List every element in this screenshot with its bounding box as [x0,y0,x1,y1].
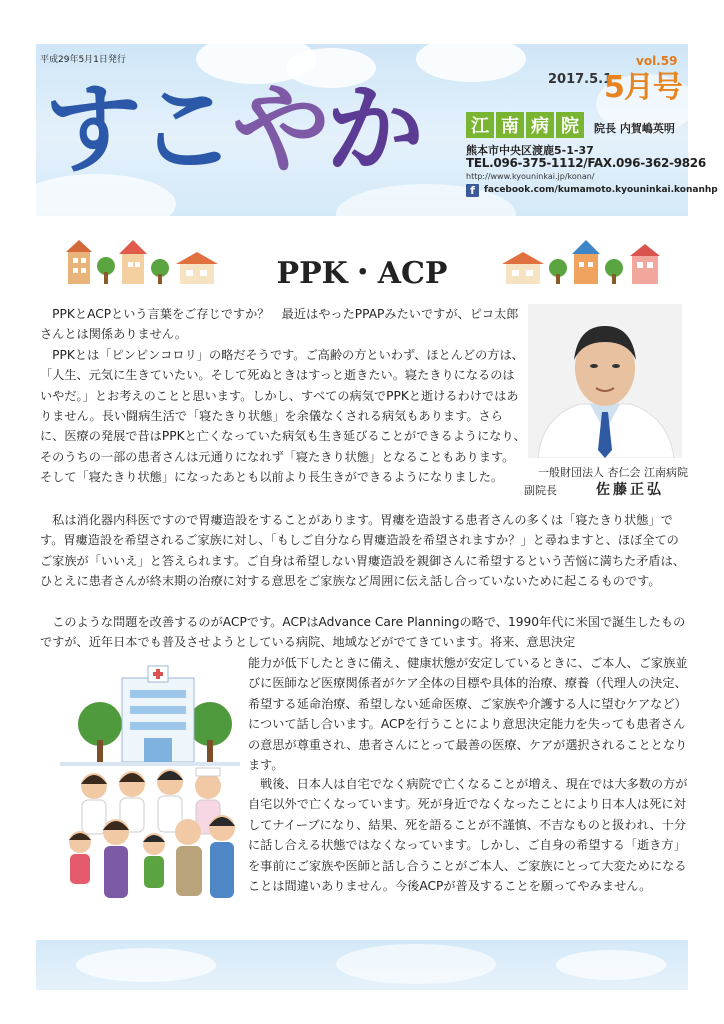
issue-month: 5月号 [604,70,682,105]
houses-left-illustration [62,236,222,286]
author-name: 佐藤正弘 [596,482,664,498]
houses-right-illustration [500,236,670,286]
article-title: PPK・ACP [276,256,448,291]
title-char-1: す [44,73,139,187]
hospital-url[interactable]: http://www.kyouninkai.jp/konan/ [466,172,595,181]
article-paragraph: 戦後、日本人は自宅でなく病院で亡くなることが増え、現在では大多数の方が自宅以外で亡くなっています。死が身近でなくなったことにより日本人は死に対してナイーブになり、結果、死を語ることが不謹慎、不吉なものと扱われ、十分に話し合える状態ではなくなっています。しかし、ご自身の希望する「逝き方」を事前にご家族や医師と話し合うことがご本人、ご家族にとって大変ためになることは間違いありません。今後ACPが普及することを願ってやみません。 [248,777,688,894]
footer-banner [36,940,688,990]
newsletter-title [44,70,420,190]
hospital-director: 院長 内賀嶋英明 [594,122,675,135]
title-char-2: こ [138,73,233,187]
author-portrait [528,304,682,458]
facebook-icon: f [466,184,479,197]
issue-date: 2017.5.1 [548,72,613,87]
article-paragraph: 私は消化器内科医ですので胃瘻造設をすることがあります。胃瘻を造設する患者さんの多くは「寝たきり状態」です。胃瘻造設を希望されるご家族に対し、「もしご自分なら胃瘻造設を希望されますか？」と尋ねますと、ほぼ全てのご家族が「いいえ」と答えられます。ご自身は希望しない胃瘻造設を親御さんに希望するという苦悩に満ちた矛盾は、ひとえに患者さんが終末期の治療に対する意思をご家族など周囲に伝え話し合っていないために起こるものです。 [40,513,685,589]
hospital-char: 病 [526,112,554,138]
hospital-family-illustration [60,664,240,924]
article-paragraph: PPKとACPという言葉をご存じですか？ 最近はやったPPAPみたいですが、ピコ太郎さんとは関係ありません。 PPKとは「ピンピンコロリ」の略だそうです。ご高齢の方といわず、ほとんどの方は、「人生、元気に生きていたい。そして死ぬときはすっと逝きたい。寝たきりになるのはいやだ。」とお考えのことと思います。しかし、すべての病気でPPKと逝けるわけではありません。長い闘病生活で「寝たきり状態」を余儀なくされる病気もあります。さらに、医療の発展で昔はPPKと亡くなっていた病気も生き延びることができるようになり、そのうちの一部の患者さんは元通りになれず「寝たきり状態」となることもあります。そして「寝たきり状態」になったあとも以前より長生きができるようになりました。 [40,307,526,485]
hospital-char: 南 [496,112,524,138]
hospital-phone: TEL.096-375-1112/FAX.096-362-9826 [466,156,706,170]
article-paragraph: 能力が低下したときに備え、健康状態が安定しているときに、ご本人、ご家族並びに医師など医療関係者がケア全体の目標や具体的治療、療養（代理人の決定、希望する延命治療、希望しない延命医療、ご家族や介護する人に望むケアなど）について話し合います。ACPを行うことにより意思決定能力を失っても患者さんの意思が尊重され、患者さんにとって最善の医療、ケアが選択されることとなります。 [248,656,688,773]
hospital-address: 熊本市中央区渡鹿5-1-37 [466,144,594,157]
article-paragraph: このような問題を改善するのがACPです。ACPはAdvance Care Planningの略で、1990年代に米国で誕生したものですが、近年日本でも普及させようとしている病院、地域などがでてきています。将来、意思決定 [40,615,686,650]
issue-date-small: 平成29年5月1日発行 [40,55,126,65]
volume-number: vol.59 [636,54,678,68]
facebook-url[interactable]: facebook.com/kumamoto.kyouninkai.konanhp [484,185,718,195]
hospital-char: 江 [466,112,494,138]
title-char-4: か [326,73,421,187]
title-char-3: や [232,73,327,187]
author-role: 副院長 [524,484,557,497]
author-affiliation: 一般財団法人 杏仁会 江南病院 [538,466,688,479]
hospital-char: 院 [556,112,584,138]
hospital-name [466,112,590,138]
